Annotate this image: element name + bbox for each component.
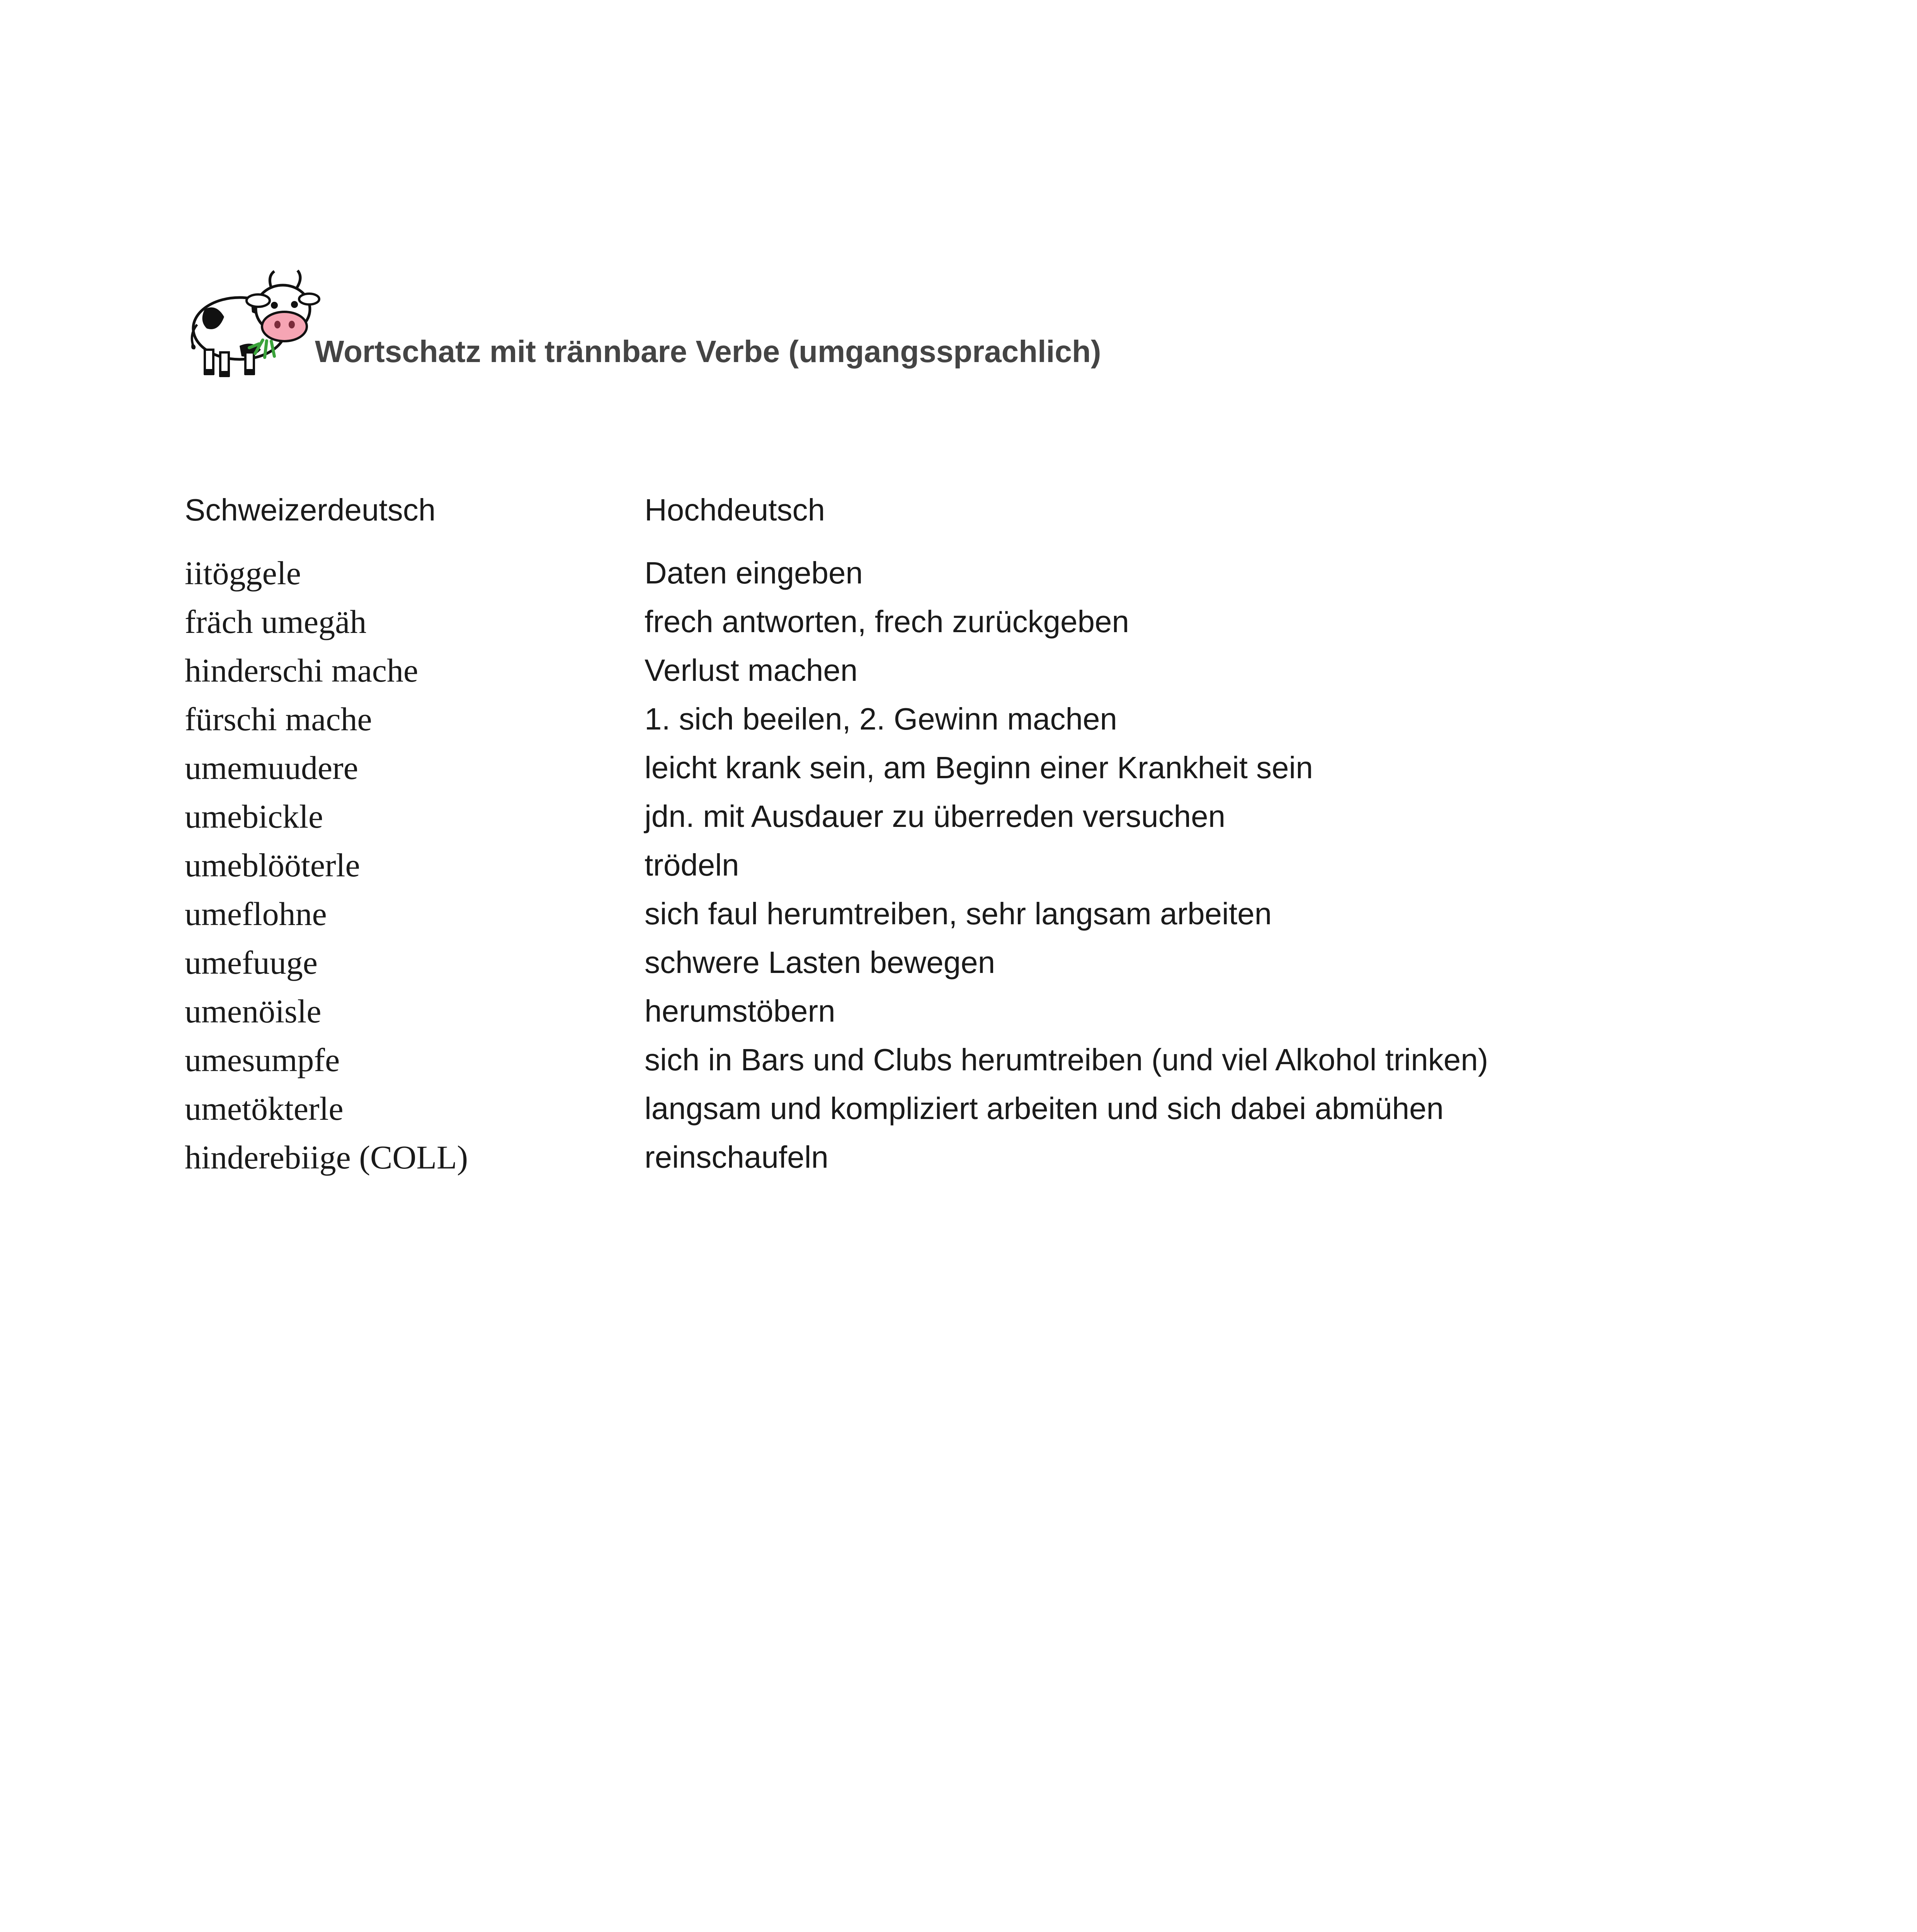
standard-german-translation: frech antworten, frech zurückgeben: [645, 604, 1129, 639]
standard-german-translation: sich in Bars und Clubs herumtreiben (und viel Alkohol trinken): [645, 1043, 1488, 1077]
standard-german-translation: herumstöbern: [645, 994, 835, 1028]
cow-icon: [182, 267, 321, 379]
swiss-german-term: umenöisle: [185, 993, 321, 1030]
swiss-german-term: fräch umegäh: [185, 603, 367, 640]
page-title: Wortschatz mit trännbare Verbe (umgangssprachlich): [315, 334, 1101, 369]
standard-german-translation: schwere Lasten bewegen: [645, 945, 995, 980]
swiss-german-term: umeblööterle: [185, 847, 360, 884]
table-header: [185, 487, 1653, 533]
swiss-german-term: umefuuge: [185, 944, 318, 981]
swiss-german-term: umemuudere: [185, 749, 358, 786]
column-header-swiss-german: Schweizerdeutsch: [185, 493, 436, 527]
table-row: [185, 695, 1653, 743]
swiss-german-term: hinderebiige (COLL): [185, 1139, 468, 1176]
table-row: [185, 597, 1653, 646]
standard-german-translation: 1. sich beeilen, 2. Gewinn machen: [645, 702, 1117, 736]
swiss-german-term: iitöggele: [185, 554, 301, 592]
table-row: [185, 1133, 1653, 1182]
standard-german-translation: jdn. mit Ausdauer zu überreden versuchen: [645, 799, 1226, 833]
table-row: [185, 549, 1653, 597]
swiss-german-term: umetökterle: [185, 1090, 344, 1127]
table-row: [185, 1084, 1653, 1133]
table-row: [185, 646, 1653, 695]
swiss-german-term: umebickle: [185, 798, 323, 835]
swiss-german-term: umeflohne: [185, 895, 327, 932]
table-row: [185, 938, 1653, 987]
standard-german-translation: reinschaufeln: [645, 1140, 828, 1174]
standard-german-translation: langsam und kompliziert arbeiten und sich dabei abmühen: [645, 1091, 1444, 1126]
swiss-german-term: fürschi mache: [185, 701, 372, 738]
table-row: [185, 889, 1653, 938]
swiss-german-term: hinderschi mache: [185, 652, 418, 689]
table-row: [185, 987, 1653, 1036]
standard-german-translation: Verlust machen: [645, 653, 858, 687]
standard-german-translation: leicht krank sein, am Beginn einer Krankheit sein: [645, 750, 1313, 785]
swiss-german-term: umesumpfe: [185, 1041, 340, 1078]
section-header: [182, 267, 1418, 394]
table-row: [185, 1036, 1653, 1084]
standard-german-translation: sich faul herumtreiben, sehr langsam arbeiten: [645, 896, 1272, 931]
vocabulary-table: [185, 487, 1653, 1182]
standard-german-translation: Daten eingeben: [645, 556, 863, 590]
table-row: [185, 792, 1653, 841]
standard-german-translation: trödeln: [645, 848, 739, 882]
table-row: [185, 841, 1653, 889]
column-header-standard-german: Hochdeutsch: [645, 493, 825, 527]
table-row: [185, 743, 1653, 792]
